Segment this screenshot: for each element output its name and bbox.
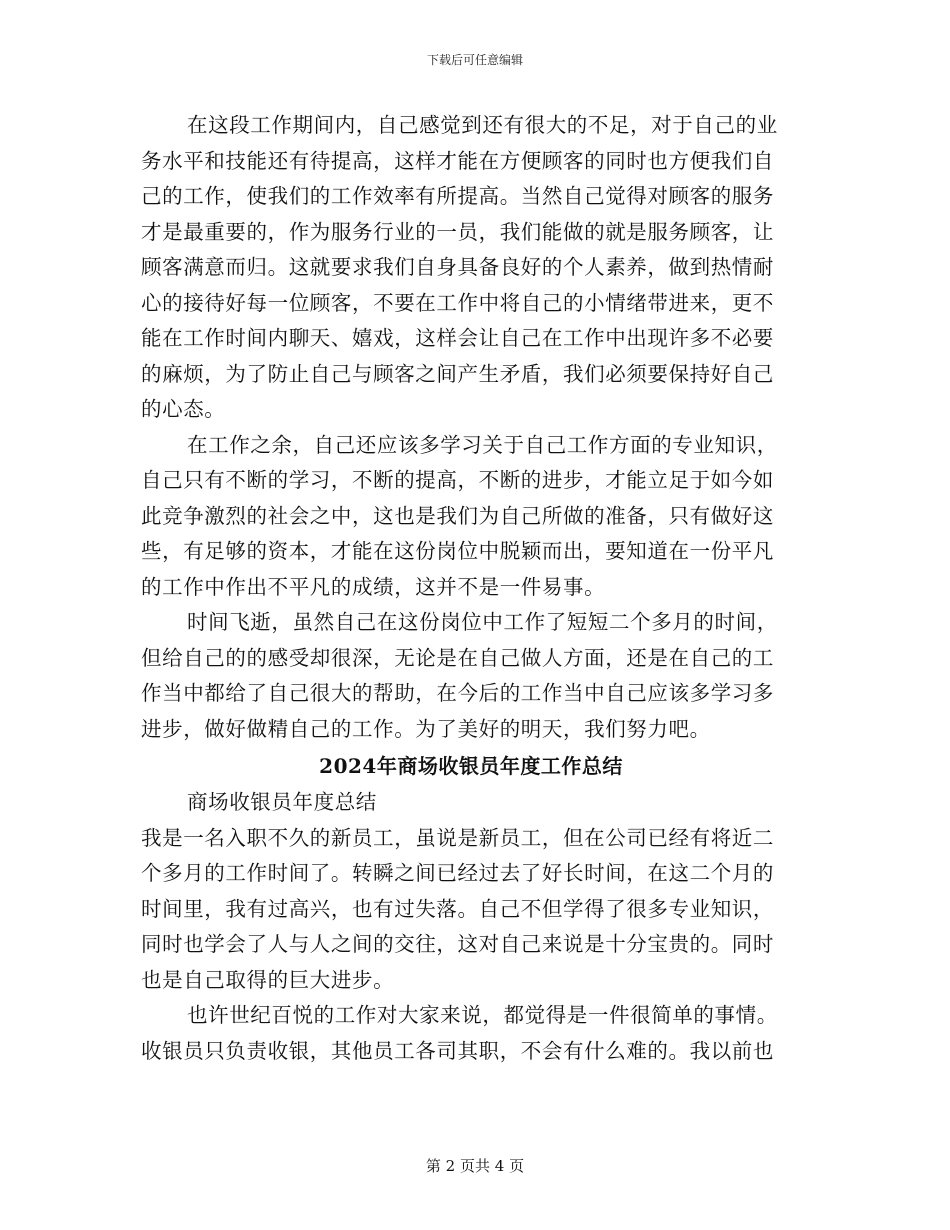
paragraph-line: 时间飞逝，虽然自己在这份岗位中工作了短短二个多月的时间，: [187, 610, 778, 634]
paragraph-line: 时间里，我有过高兴，也有过失落。自己不但学得了很多专业知识，: [141, 896, 774, 921]
paragraph-5: [141, 998, 801, 1069]
paragraph-line: 顾客满意而归。这就要求我们自身具备良好的个人素养，做到热情耐: [141, 255, 774, 279]
paragraph-line: 的工作中作出不平凡的成绩，这并不是一件易事。: [141, 574, 606, 599]
paragraph-line: 才是最重要的，作为服务行业的一员，我们能做的就是服务顾客，让: [141, 219, 774, 244]
paragraph-line: 的麻烦，为了防止自己与顾客之间产生矛盾，我们必须要保持好自己: [141, 361, 774, 386]
section-subtitle: 商场收银员年度总结: [187, 790, 377, 814]
paragraph-line: 也许世纪百悦的工作对大家来说，都觉得是一件很简单的事情。: [187, 1003, 778, 1027]
header-note: 下载后可任意编辑: [426, 53, 523, 67]
paragraph-2: [141, 428, 801, 606]
paragraph-line: 此竞争激烈的社会之中，这也是我们为自己所做的准备，只有做好这: [141, 503, 774, 528]
paragraph-4: [141, 821, 801, 999]
paragraph-1: [141, 108, 801, 428]
paragraph-line: 个多月的工作时间了。转瞬之间已经过去了好长时间，在这二个月的: [141, 861, 774, 885]
paragraph-3: [141, 605, 801, 747]
paragraph-line: 但给自己的的感受却很深，无论是在自己做人方面，还是在自己的工: [141, 645, 774, 670]
paragraph-line: 心的接待好每一位顾客，不要在工作中将自己的小情绪带进来，更不: [141, 290, 774, 315]
section-title: 2024年商场收银员年度工作总结: [319, 754, 623, 778]
document-body: [141, 108, 801, 1069]
paragraph-line: 进步，做好做精自己的工作。为了美好的明天，我们努力吧。: [141, 716, 711, 741]
paragraph-line: 在这段工作期间内，自己感觉到还有很大的不足，对于自己的业: [187, 113, 778, 137]
paragraph-line: 的心态。: [141, 397, 226, 421]
paragraph-line: 能在工作时间内聊天、嬉戏，这样会让自己在工作中出现许多不必要: [141, 326, 774, 350]
paragraph-line: 作当中都给了自己很大的帮助，在今后的工作当中自己应该多学习多: [141, 681, 774, 705]
paragraph-line: 在工作之余，自己还应该多学习关于自己工作方面的专业知识，: [187, 432, 778, 457]
paragraph-line: 收银员只负责收银，其他员工各司其职，不会有什么难的。我以前也: [141, 1038, 774, 1063]
paragraph-line: 也是自己取得的巨大进步。: [141, 967, 395, 992]
paragraph-line: 我是一名入职不久的新员工，虽说是新员工，但在公司已经有将近二: [141, 825, 774, 850]
paragraph-line: 务水平和技能还有待提高，这样才能在方便顾客的同时也方便我们自: [141, 148, 774, 173]
paragraph-line: 自己只有不断的学习，不断的提高，不断的进步，才能立足于如今如: [141, 468, 774, 492]
paragraph-line: 己的工作，使我们的工作效率有所提高。当然自己觉得对顾客的服务: [141, 184, 774, 208]
paragraph-line: 同时也学会了人与人之间的交往，这对自己来说是十分宝贵的。同时: [141, 932, 774, 956]
paragraph-line: 些，有足够的资本，才能在这份岗位中脱颖而出，要知道在一份平凡: [141, 539, 774, 563]
page-number: 第 2 页共 4 页: [425, 1157, 525, 1175]
